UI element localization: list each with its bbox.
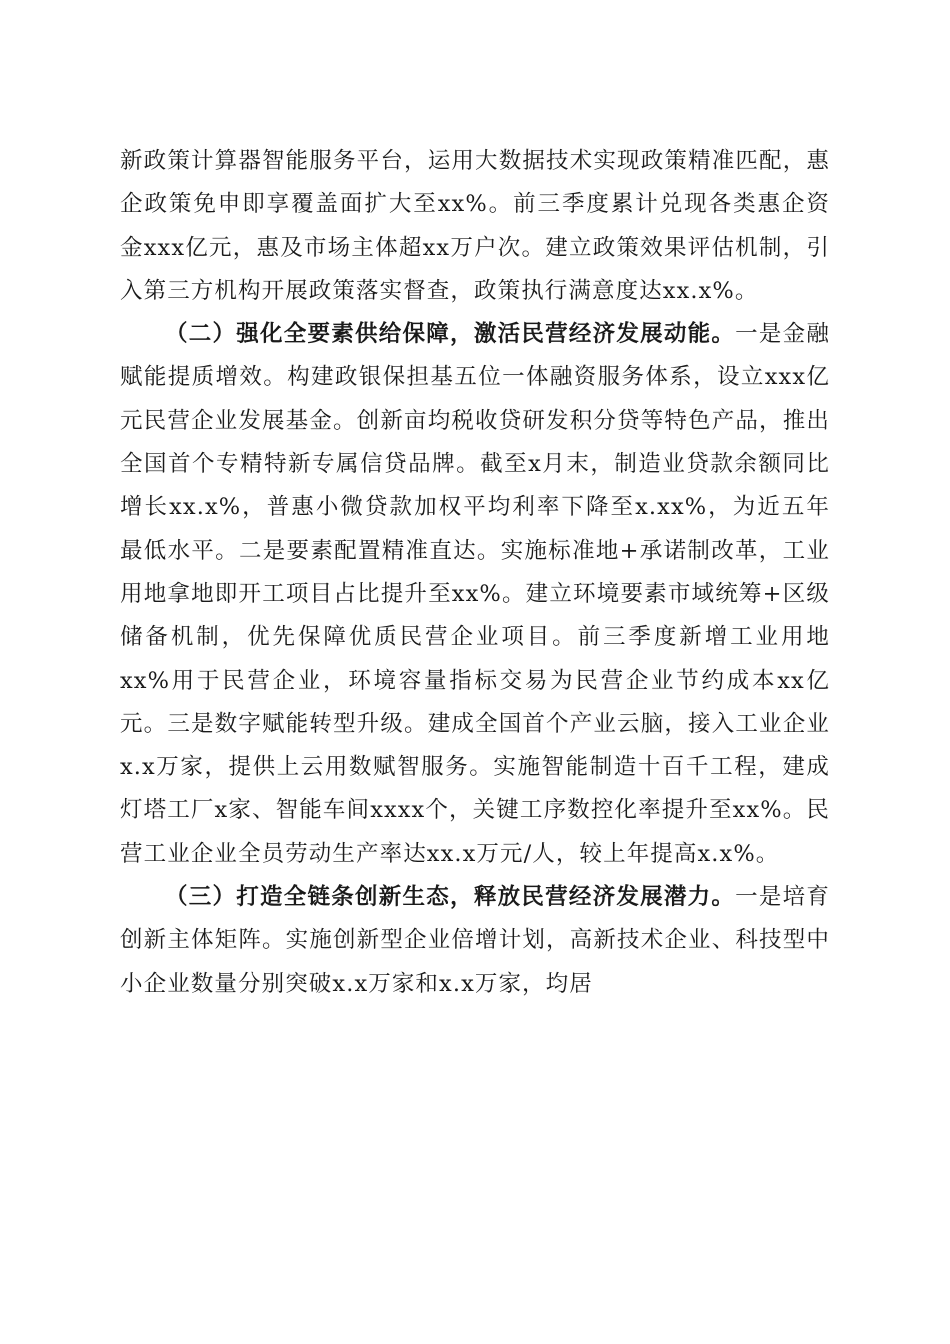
- paragraph-1-body: 新政策计算器智能服务平台，运用大数据技术实现政策精准匹配，惠企政策免申即享覆盖面扩大至xx%。前三季度累计兑现各类惠企资金xxx亿元，惠及市场主体超xx万户次。建立政策效果评估机制，引入第三方机构开展政策落实督查，政策执行满意度达xx.x%。: [120, 148, 830, 304]
- paragraph-3: [120, 876, 830, 1006]
- paragraph-3-body: 一是培育创新主体矩阵。实施创新型企业倍增计划，高新技术企业、科技型中小企业数量分别突破x.x万家和x.x万家，均居: [120, 884, 830, 997]
- document-page: [120, 140, 830, 1006]
- paragraph-1: [120, 140, 830, 313]
- paragraph-3-heading: （三）打造全链条创新生态，释放民营经济发展潜力。: [165, 884, 736, 911]
- paragraph-2-body: 一是金融赋能提质增效。构建政银保担基五位一体融资服务体系，设立xxx亿元民营企业发展基金。创新亩均税收贷研发积分贷等特色产品，推出全国首个专精特新专属信贷品牌。截至x月末，制造业贷款余额同比增长xx.x%，普惠小微贷款加权平均利率下降至x.xx%，为近五年最低水平。二是要素配置精准直达。实施标准地+承诺制改革，工业用地拿地即开工项目占比提升至xx%。建立环境要素市域统筹+区级储备机制，优先保障优质民营企业项目。前三季度新增工业用地xx%用于民营企业，环境容量指标交易为民营企业节约成本xx亿元。三是数字赋能转型升级。建成全国首个产业云脑，接入工业企业x.x万家，提供上云用数赋智服务。实施智能制造十百千工程，建成灯塔工厂x家、智能车间xxxx个，关键工序数控化率提升至xx%。民营工业企业全员劳动生产率达xx.x万元/人，较上年提高x.x%。: [120, 321, 830, 867]
- paragraph-2-heading: （二）强化全要素供给保障，激活民营经济发展动能。: [165, 321, 736, 348]
- paragraph-2: [120, 313, 830, 876]
